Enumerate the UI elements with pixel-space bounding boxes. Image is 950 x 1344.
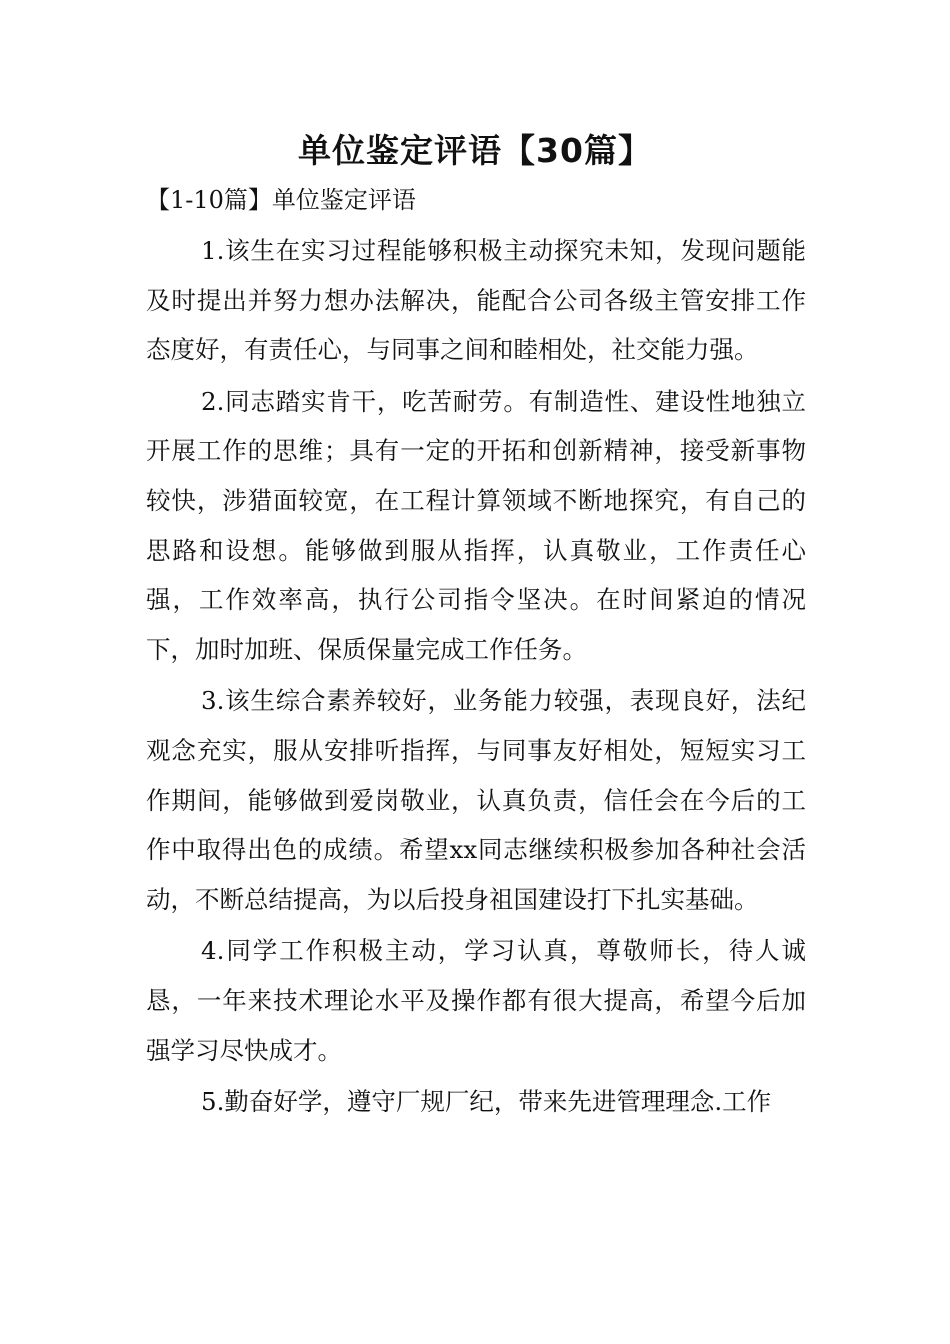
paragraph-4: 4.同学工作积极主动，学习认真，尊敬师长，待人诚恳，一年来技术理论水平及操作都有很大提高，希望今后加强学习尽快成才。 [146,936,806,1065]
paragraph-2: 2.同志踏实肯干，吃苦耐劳。有制造性、建设性地独立开展工作的思维；具有一定的开拓和创新精神，接受新事物较快，涉猎面较宽，在工程计算领域不断地探究，有自己的思路和设想。能够做到服从指挥，认真敬业，工作责任心强，工作效率高，执行公司指令坚决。在时间紧迫的情况下，加时加班、保质保量完成工作任务。 [146,386,806,664]
document-body [146,226,806,1129]
paragraph-1: 1.该生在实习过程能够积极主动探究未知，发现问题能及时提出并努力想办法解决，能配合公司各级主管安排工作态度好，有责任心，与同事之间和睦相处，社交能力强。 [146,236,806,365]
section-heading: 【1-10篇】单位鉴定评语 [146,186,416,214]
document-title: 单位鉴定评语【30篇】 [298,131,652,170]
paragraph-5: 5.勤奋好学，遵守厂规厂纪，带来先进管理理念.工作 [201,1087,772,1117]
paragraph-3: 3.该生综合素养较好，业务能力较强，表现良好，法纪观念充实，服从安排听指挥，与同事友好相处，短短实习工作期间，能够做到爱岗敬业，认真负责，信任会在今后的工作中取得出色的成绩。希望xx同志继续积极参加各种社会活动，不断总结提高，为以后投身祖国建设打下扎实基础。 [146,686,806,914]
